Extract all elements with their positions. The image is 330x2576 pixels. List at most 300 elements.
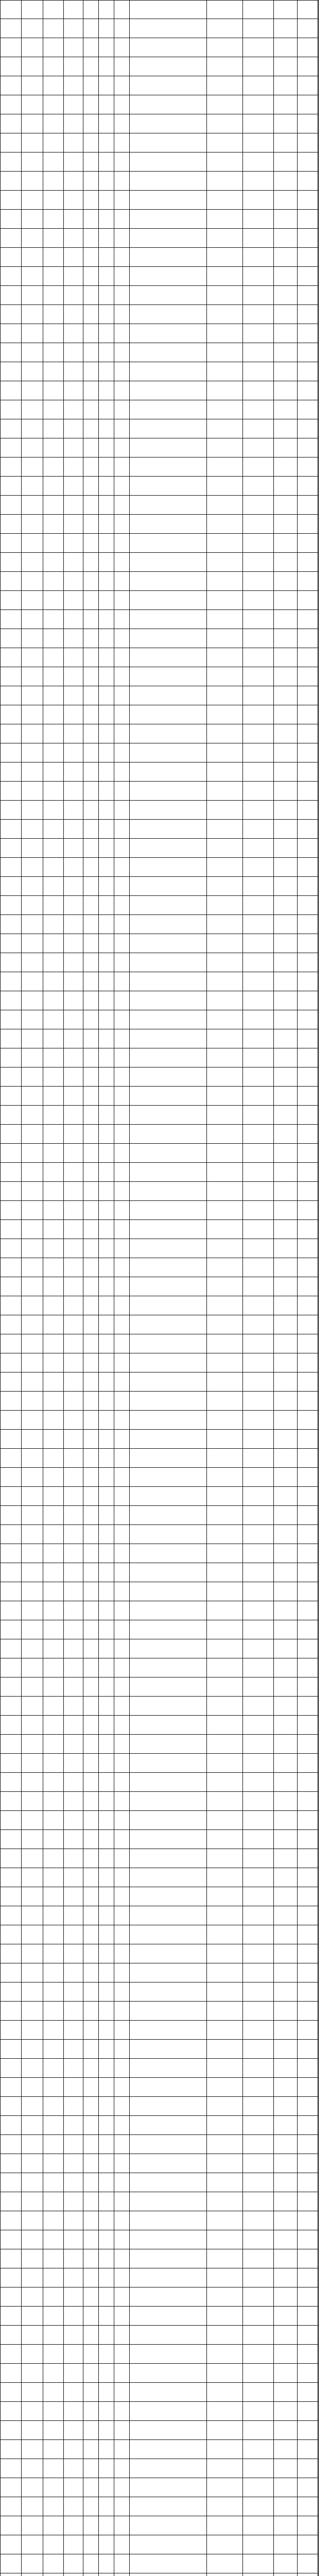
- table-cell: [243, 2573, 274, 2576]
- table-cell: [298, 1048, 318, 1067]
- table-cell: [0, 1125, 22, 1143]
- table-cell: [83, 1201, 99, 1219]
- table-cell: [130, 1468, 207, 1486]
- table-cell: [64, 1868, 83, 1887]
- table-row: [0, 572, 318, 591]
- table-cell: [298, 1296, 318, 1315]
- table-row: [0, 1449, 318, 1468]
- table-cell: [274, 400, 298, 419]
- table-row: [0, 534, 318, 553]
- table-cell: [43, 591, 64, 609]
- table-cell: [130, 1258, 207, 1277]
- table-cell: [207, 2173, 243, 2192]
- table-cell: [274, 2364, 298, 2382]
- table-cell: [130, 2345, 207, 2363]
- table-cell: [99, 2211, 114, 2230]
- table-cell: [114, 1315, 130, 1334]
- table-cell: [243, 38, 274, 57]
- table-cell: [43, 1887, 64, 1906]
- table-cell: [99, 1372, 114, 1391]
- table-cell: [207, 934, 243, 953]
- table-cell: [207, 133, 243, 152]
- table-cell: [83, 572, 99, 590]
- table-cell: [83, 2268, 99, 2287]
- table-cell: [207, 1182, 243, 1200]
- table-cell: [43, 286, 64, 304]
- table-cell: [207, 2002, 243, 2020]
- table-cell: [83, 705, 99, 724]
- table-cell: [243, 1258, 274, 1277]
- table-cell: [114, 267, 130, 285]
- table-cell: [298, 705, 318, 724]
- table-cell: [83, 2497, 99, 2516]
- table-cell: [43, 2554, 64, 2573]
- table-cell: [114, 2211, 130, 2230]
- table-cell: [0, 1163, 22, 1181]
- table-row: [0, 782, 318, 801]
- table-cell: [130, 1029, 207, 1048]
- table-cell: [114, 1563, 130, 1582]
- table-cell: [243, 1906, 274, 1925]
- table-cell: [274, 1925, 298, 1944]
- table-cell: [243, 191, 274, 209]
- table-row: [0, 1125, 318, 1144]
- table-row: [0, 2078, 318, 2097]
- table-cell: [64, 2364, 83, 2382]
- table-cell: [298, 95, 318, 114]
- table-cell: [0, 1677, 22, 1696]
- table-cell: [274, 477, 298, 495]
- table-cell: [114, 839, 130, 857]
- table-cell: [22, 839, 43, 857]
- table-cell: [64, 0, 83, 19]
- table-cell: [83, 2116, 99, 2134]
- table-cell: [99, 248, 114, 266]
- table-cell: [22, 1220, 43, 1239]
- table-cell: [22, 1620, 43, 1639]
- table-cell: [298, 2154, 318, 2173]
- table-cell: [83, 1716, 99, 1734]
- table-cell: [274, 1163, 298, 1181]
- table-cell: [22, 2211, 43, 2230]
- table-cell: [130, 553, 207, 571]
- table-cell: [43, 629, 64, 648]
- table-cell: [274, 1525, 298, 1544]
- table-cell: [43, 324, 64, 343]
- table-cell: [22, 1277, 43, 1296]
- table-cell: [207, 324, 243, 343]
- table-cell: [22, 2002, 43, 2020]
- table-cell: [99, 1811, 114, 1829]
- table-cell: [83, 267, 99, 285]
- table-cell: [0, 438, 22, 457]
- table-cell: [64, 324, 83, 343]
- table-cell: [207, 76, 243, 95]
- table-cell: [207, 2383, 243, 2401]
- table-cell: [83, 1963, 99, 1982]
- table-cell: [243, 1697, 274, 1715]
- table-cell: [22, 172, 43, 190]
- table-cell: [0, 2192, 22, 2211]
- table-cell: [22, 1582, 43, 1601]
- table-row: [0, 820, 318, 839]
- table-cell: [99, 1067, 114, 1086]
- table-cell: [114, 1944, 130, 1963]
- table-row: [0, 1544, 318, 1563]
- table-cell: [298, 2402, 318, 2420]
- table-cell: [43, 2135, 64, 2154]
- table-cell: [114, 1906, 130, 1925]
- table-cell: [0, 591, 22, 609]
- table-cell: [114, 38, 130, 57]
- table-cell: [298, 400, 318, 419]
- table-cell: [99, 172, 114, 190]
- table-row: [0, 1582, 318, 1601]
- table-cell: [64, 2059, 83, 2077]
- table-cell: [298, 2097, 318, 2115]
- table-cell: [114, 2192, 130, 2211]
- table-cell: [274, 1334, 298, 1353]
- table-row: [0, 1906, 318, 1925]
- table-cell: [0, 1392, 22, 1410]
- table-cell: [114, 1677, 130, 1696]
- table-cell: [130, 2364, 207, 2382]
- table-cell: [274, 1601, 298, 1620]
- table-cell: [114, 1411, 130, 1429]
- table-cell: [83, 1677, 99, 1696]
- table-cell: [274, 2135, 298, 2154]
- table-cell: [22, 2154, 43, 2173]
- table-cell: [298, 286, 318, 304]
- table-cell: [43, 2326, 64, 2344]
- table-cell: [64, 419, 83, 438]
- table-cell: [130, 248, 207, 266]
- table-cell: [274, 76, 298, 95]
- table-cell: [114, 2307, 130, 2325]
- table-cell: [207, 38, 243, 57]
- table-cell: [0, 1372, 22, 1391]
- table-cell: [22, 1773, 43, 1791]
- table-cell: [99, 972, 114, 991]
- table-cell: [298, 1697, 318, 1715]
- table-cell: [130, 2497, 207, 2516]
- table-cell: [207, 19, 243, 38]
- table-cell: [22, 877, 43, 895]
- table-cell: [298, 2173, 318, 2192]
- table-cell: [130, 2230, 207, 2249]
- table-cell: [207, 1963, 243, 1982]
- table-cell: [130, 1430, 207, 1448]
- table-row: [0, 1201, 318, 1220]
- table-cell: [43, 1506, 64, 1524]
- table-cell: [0, 419, 22, 438]
- table-cell: [274, 114, 298, 133]
- table-cell: [22, 1201, 43, 1219]
- table-cell: [207, 915, 243, 934]
- table-cell: [114, 152, 130, 171]
- table-cell: [0, 553, 22, 571]
- table-cell: [83, 229, 99, 247]
- table-cell: [64, 2307, 83, 2325]
- table-cell: [99, 1144, 114, 1162]
- table-cell: [114, 2287, 130, 2306]
- table-cell: [130, 1944, 207, 1963]
- table-cell: [114, 2345, 130, 2363]
- table-cell: [43, 1754, 64, 1772]
- table-cell: [83, 1944, 99, 1963]
- table-cell: [64, 553, 83, 571]
- table-cell: [83, 515, 99, 533]
- table-cell: [43, 2478, 64, 2497]
- table-cell: [22, 76, 43, 95]
- table-row: [0, 19, 318, 38]
- table-row: [0, 2192, 318, 2211]
- table-cell: [274, 2516, 298, 2535]
- table-cell: [83, 2230, 99, 2249]
- table-cell: [298, 2192, 318, 2211]
- table-cell: [130, 2535, 207, 2554]
- table-cell: [207, 2345, 243, 2363]
- table-cell: [114, 400, 130, 419]
- table-cell: [64, 2116, 83, 2134]
- table-cell: [298, 191, 318, 209]
- table-cell: [298, 2516, 318, 2535]
- table-cell: [274, 1582, 298, 1601]
- table-cell: [274, 648, 298, 667]
- table-cell: [0, 2154, 22, 2173]
- table-cell: [99, 210, 114, 228]
- table-cell: [130, 1792, 207, 1810]
- table-cell: [130, 2040, 207, 2058]
- table-cell: [274, 1620, 298, 1639]
- table-cell: [43, 896, 64, 914]
- table-cell: [99, 572, 114, 590]
- table-cell: [243, 1201, 274, 1219]
- table-cell: [83, 1258, 99, 1277]
- table-cell: [0, 629, 22, 648]
- table-cell: [114, 19, 130, 38]
- table-cell: [130, 2516, 207, 2535]
- table-cell: [243, 953, 274, 972]
- table-cell: [207, 1487, 243, 1505]
- table-cell: [207, 1144, 243, 1162]
- table-cell: [43, 400, 64, 419]
- table-cell: [43, 686, 64, 705]
- table-cell: [64, 1010, 83, 1029]
- table-cell: [99, 1106, 114, 1124]
- table-cell: [0, 1048, 22, 1067]
- table-row: [0, 1735, 318, 1754]
- table-cell: [43, 19, 64, 38]
- table-cell: [243, 1658, 274, 1677]
- table-cell: [64, 38, 83, 57]
- table-cell: [207, 572, 243, 590]
- table-cell: [130, 1697, 207, 1715]
- table-cell: [64, 496, 83, 514]
- table-cell: [274, 496, 298, 514]
- table-cell: [0, 2116, 22, 2134]
- table-cell: [22, 1106, 43, 1124]
- table-cell: [22, 1601, 43, 1620]
- table-cell: [243, 1315, 274, 1334]
- table-cell: [22, 2364, 43, 2382]
- table-cell: [298, 381, 318, 400]
- table-cell: [298, 1925, 318, 1944]
- table-cell: [114, 76, 130, 95]
- table-cell: [298, 858, 318, 876]
- table-cell: [130, 95, 207, 114]
- table-cell: [99, 2002, 114, 2020]
- table-cell: [0, 1811, 22, 1829]
- table-cell: [207, 1010, 243, 1029]
- table-cell: [83, 1029, 99, 1048]
- table-cell: [114, 1430, 130, 1448]
- table-cell: [0, 1315, 22, 1334]
- table-cell: [83, 400, 99, 419]
- table-row: [0, 1887, 318, 1906]
- table-cell: [0, 2345, 22, 2363]
- table-cell: [22, 1468, 43, 1486]
- table-cell: [274, 2421, 298, 2439]
- table-cell: [114, 2535, 130, 2554]
- table-cell: [43, 2002, 64, 2020]
- table-cell: [274, 1277, 298, 1296]
- table-row: [0, 38, 318, 57]
- table-cell: [243, 743, 274, 762]
- table-cell: [83, 1449, 99, 1467]
- table-cell: [243, 1735, 274, 1753]
- table-cell: [243, 1010, 274, 1029]
- table-cell: [243, 2059, 274, 2077]
- table-cell: [22, 934, 43, 953]
- table-cell: [64, 934, 83, 953]
- table-row: [0, 1353, 318, 1372]
- table-cell: [130, 38, 207, 57]
- table-cell: [99, 1182, 114, 1200]
- table-cell: [130, 286, 207, 304]
- table-cell: [43, 2307, 64, 2325]
- table-cell: [130, 1563, 207, 1582]
- table-cell: [207, 839, 243, 857]
- table-cell: [0, 1563, 22, 1582]
- table-cell: [22, 248, 43, 266]
- table-cell: [243, 991, 274, 1010]
- table-cell: [0, 1982, 22, 2001]
- table-cell: [64, 1697, 83, 1715]
- table-row: [0, 1029, 318, 1048]
- table-cell: [43, 1468, 64, 1486]
- table-row: [0, 400, 318, 419]
- table-cell: [22, 1449, 43, 1467]
- table-cell: [64, 686, 83, 705]
- table-cell: [0, 1010, 22, 1029]
- table-cell: [0, 133, 22, 152]
- table-cell: [298, 1754, 318, 1772]
- table-cell: [43, 667, 64, 686]
- table-cell: [130, 915, 207, 934]
- table-cell: [83, 286, 99, 304]
- table-cell: [114, 2230, 130, 2249]
- table-cell: [64, 610, 83, 629]
- table-cell: [274, 1220, 298, 1239]
- table-cell: [114, 1125, 130, 1143]
- table-cell: [243, 1887, 274, 1906]
- table-cell: [22, 667, 43, 686]
- table-cell: [274, 2249, 298, 2268]
- table-cell: [22, 19, 43, 38]
- table-cell: [0, 2135, 22, 2154]
- table-cell: [43, 2097, 64, 2115]
- table-cell: [274, 1697, 298, 1715]
- table-cell: [130, 1925, 207, 1944]
- table-cell: [274, 1315, 298, 1334]
- table-cell: [83, 305, 99, 324]
- table-cell: [83, 858, 99, 876]
- table-cell: [274, 572, 298, 590]
- table-cell: [207, 248, 243, 266]
- table-cell: [274, 2040, 298, 2058]
- table-cell: [130, 2459, 207, 2478]
- table-cell: [207, 1277, 243, 1296]
- table-cell: [207, 1087, 243, 1105]
- table-cell: [0, 1353, 22, 1372]
- table-cell: [43, 1315, 64, 1334]
- table-cell: [298, 477, 318, 495]
- table-cell: [43, 1334, 64, 1353]
- table-cell: [130, 896, 207, 914]
- table-cell: [99, 534, 114, 552]
- table-row: [0, 1697, 318, 1716]
- table-cell: [99, 2059, 114, 2077]
- table-cell: [130, 2478, 207, 2497]
- table-cell: [114, 133, 130, 152]
- table-cell: [22, 2192, 43, 2211]
- table-cell: [83, 2364, 99, 2382]
- table-cell: [207, 2097, 243, 2115]
- table-row: [0, 991, 318, 1010]
- table-cell: [298, 2535, 318, 2554]
- table-cell: [207, 2230, 243, 2249]
- table-cell: [243, 1449, 274, 1467]
- table-cell: [0, 686, 22, 705]
- table-cell: [298, 743, 318, 762]
- table-cell: [83, 2535, 99, 2554]
- table-cell: [64, 705, 83, 724]
- table-cell: [298, 305, 318, 324]
- table-cell: [207, 1754, 243, 1772]
- table-cell: [0, 1849, 22, 1868]
- table-cell: [22, 496, 43, 514]
- table-cell: [130, 343, 207, 362]
- table-cell: [43, 1125, 64, 1143]
- table-cell: [64, 1296, 83, 1315]
- table-row: [0, 191, 318, 210]
- table-cell: [243, 1849, 274, 1868]
- table-cell: [99, 2097, 114, 2115]
- table-cell: [43, 152, 64, 171]
- table-cell: [0, 2364, 22, 2382]
- table-cell: [0, 2268, 22, 2287]
- table-cell: [298, 877, 318, 895]
- table-cell: [83, 1277, 99, 1296]
- table-cell: [243, 1525, 274, 1544]
- table-cell: [274, 515, 298, 533]
- table-cell: [0, 362, 22, 381]
- table-cell: [243, 1544, 274, 1563]
- table-cell: [130, 877, 207, 895]
- table-cell: [99, 2516, 114, 2535]
- table-cell: [0, 2554, 22, 2573]
